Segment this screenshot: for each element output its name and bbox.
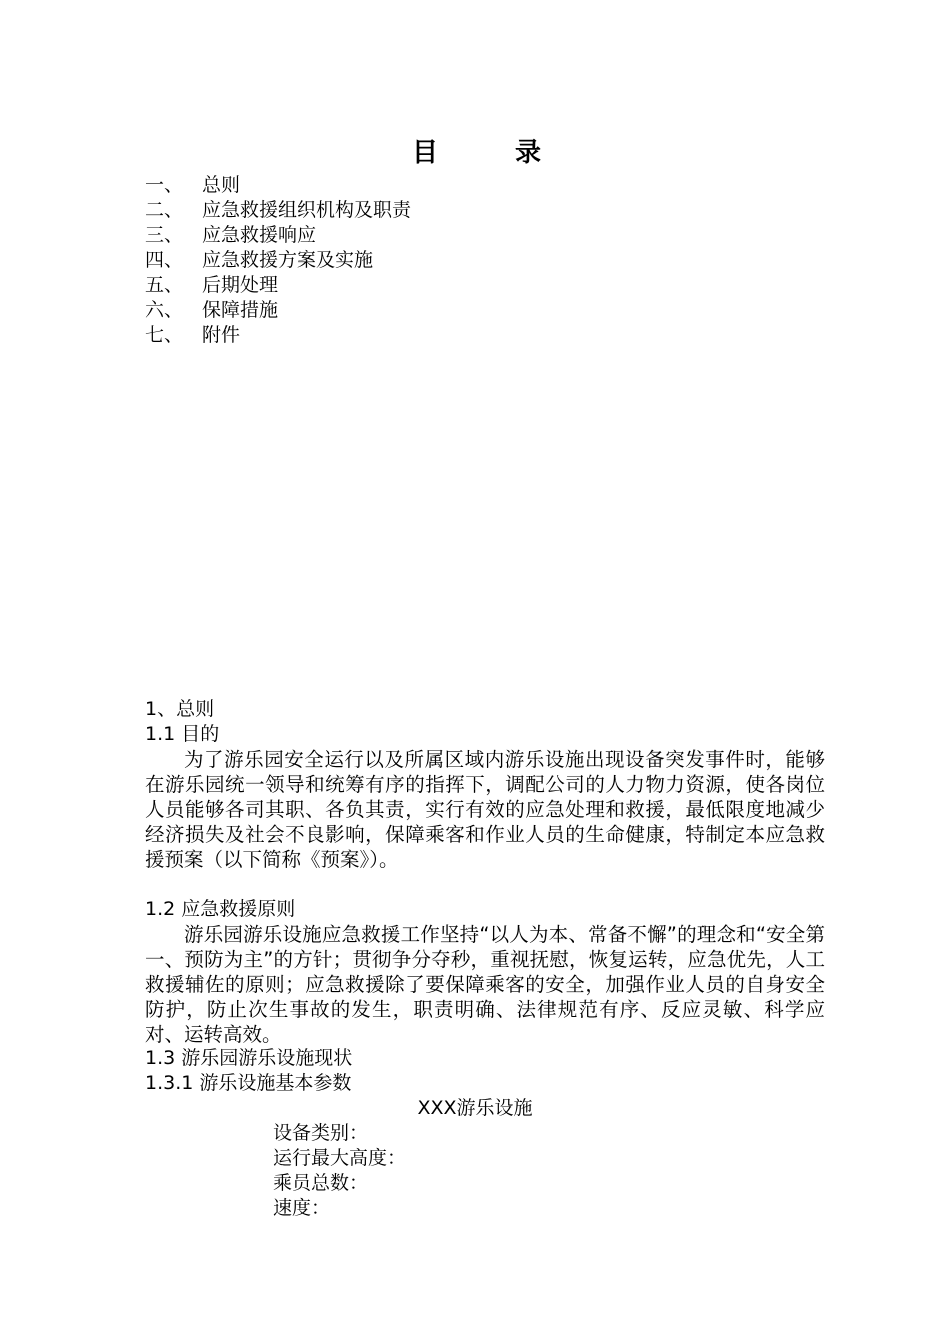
toc-item-number: 三、	[145, 224, 184, 246]
toc-item-number: 六、	[145, 299, 184, 321]
toc-item-number: 一、	[145, 174, 184, 196]
toc-item-text: 附件	[202, 324, 241, 346]
toc-item-text: 应急救援方案及实施	[202, 249, 374, 271]
field-capacity: 乘员总数：	[273, 1172, 369, 1194]
toc-item-number: 五、	[145, 274, 184, 296]
toc-item-number: 二、	[145, 199, 184, 221]
toc-item-text: 应急救援组织机构及职责	[202, 199, 412, 221]
toc-item-text: 应急救援响应	[202, 224, 317, 246]
section-1-3-1-heading: 1.3.1 游乐设施基本参数	[145, 1072, 352, 1094]
toc-item-text: 保障措施	[202, 299, 279, 321]
field-speed: 速度：	[273, 1197, 331, 1219]
field-max-height: 运行最大高度：	[273, 1147, 407, 1169]
toc-item-text: 总则	[202, 174, 241, 196]
facility-name: XXX游乐设施	[417, 1097, 533, 1119]
section-1-2-heading: 1.2 应急救援原则	[145, 898, 296, 920]
toc-title-char-2: 录	[515, 138, 542, 168]
toc-item-number: 四、	[145, 249, 184, 271]
toc-item-number: 七、	[145, 324, 184, 346]
section-1-3-heading: 1.3 游乐园游乐设施现状	[145, 1047, 353, 1069]
section-1-1-paragraph: 为了游乐园安全运行以及所属区域内游乐设施出现设备突发事件时，能够在游乐园统一领导和统筹有序的指挥下，调配公司的人力物力资源，使各岗位人员能够各司其职、各负其责，实行有效的应急处理和救援，最低限度地减少经济损失及社会不良影响，保障乘客和作业人员的生命健康，特制定本应急救援预案（以下简称《预案》）。	[145, 748, 825, 872]
toc-title-char-1: 目	[412, 138, 439, 168]
field-category: 设备类别：	[273, 1122, 369, 1144]
section-1-1-heading: 1.1 目的	[145, 723, 220, 745]
section-1-heading: 1、总则	[145, 698, 215, 720]
section-1-2-paragraph: 游乐园游乐设施应急救援工作坚持“以人为本、常备不懈”的理念和“安全第一、预防为主”的方针；贯彻争分夺秒，重视抚慰，恢复运转，应急优先，人工救援辅佐的原则；应急救援除了要保障乘客的安全，加强作业人员的自身安全防护，防止次生事故的发生，职责明确、法律规范有序、反应灵敏、科学应对、运转高效。	[145, 923, 825, 1047]
toc-item-text: 后期处理	[202, 274, 279, 296]
